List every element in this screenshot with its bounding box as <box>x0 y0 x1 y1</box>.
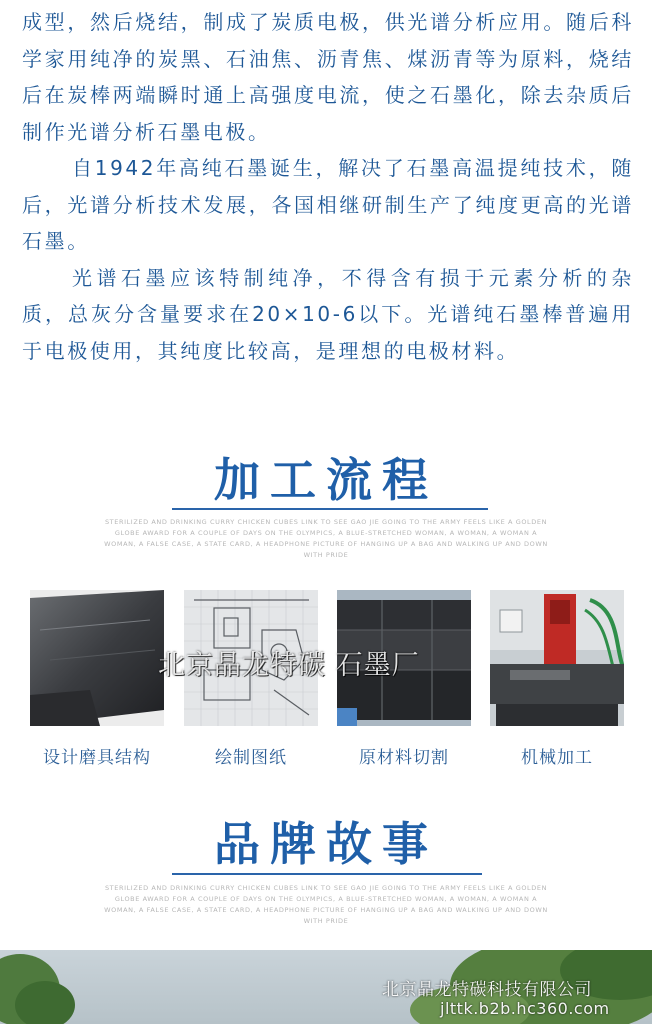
process-watermark: 北京晶龙特碳 石墨厂 <box>158 650 420 681</box>
step-caption: 原材料切割 <box>359 748 449 768</box>
intro-paragraph: 成型，然后烧结，制成了炭质电极，供光谱分析应用。随后科学家用纯净的炭黑、石油焦、沥青焦、煤沥青等为原料，烧结后在炭棒两端瞬时通上高强度电流，使之石墨化，除去杂质后制作光谱分析石墨电极。 <box>22 10 634 144</box>
graphite-block-photo <box>30 590 164 726</box>
process-title-underline <box>172 508 488 510</box>
process-fine-print: STERILIZED AND DRINKING CURRY CHICKEN CUBES LINK TO SEE GAO JIE GOING TO THE ARMY FEELS LIKE A GOLDEN GLOBE AWARD FOR A COUPLE OF DAYS ON THE OLYMPICS, A BLUE-STRETCHED WOMAN, A WOMAN, A WOMAN A WOMAN, A FALSE CASE, A STATE CARD, A HEADPHONE PICTURE OF HANGING UP A BAG AND WALKING UP AND DOWN WITH PRIDE <box>104 518 548 559</box>
brand-fine-print: STERILIZED AND DRINKING CURRY CHICKEN CUBES LINK TO SEE GAO JIE GOING TO THE ARMY FEELS LIKE A GOLDEN GLOBE AWARD FOR A COUPLE OF DAYS ON THE OLYMPICS, A BLUE-STRETCHED WOMAN, A WOMAN, A WOMAN A WOMAN, A FALSE CASE, A STATE CARD, A HEADPHONE PICTURE OF HANGING UP A BAG AND WALKING UP AND DOWN WITH PRIDE <box>104 884 548 925</box>
step-caption: 绘制图纸 <box>215 748 287 768</box>
brand-title-underline <box>172 873 482 875</box>
step-caption: 机械加工 <box>521 748 593 768</box>
url-watermark: jlttk.b2b.hc360.com <box>440 999 610 1018</box>
step-caption: 设计磨具结构 <box>43 748 151 768</box>
process-title: 加工流程 <box>214 453 438 507</box>
brand-title: 品牌故事 <box>214 817 438 871</box>
intro-paragraph: 自1942年高纯石墨诞生，解决了石墨高温提纯技术，随后，光谱分析技术发展，各国相继研制生产了纯度更高的光谱石墨。 <box>22 156 634 253</box>
machining-photo <box>490 590 624 726</box>
intro-paragraph: 光谱石墨应该特制纯净，不得含有损于元素分析的杂质，总灰分含量要求在20×10-6以下。光谱纯石墨棒普遍用于电极使用，其纯度比较高，是理想的电极材料。 <box>22 265 634 363</box>
company-watermark: 北京晶龙特碳科技有限公司 <box>382 980 592 1000</box>
intro-text <box>22 4 634 369</box>
